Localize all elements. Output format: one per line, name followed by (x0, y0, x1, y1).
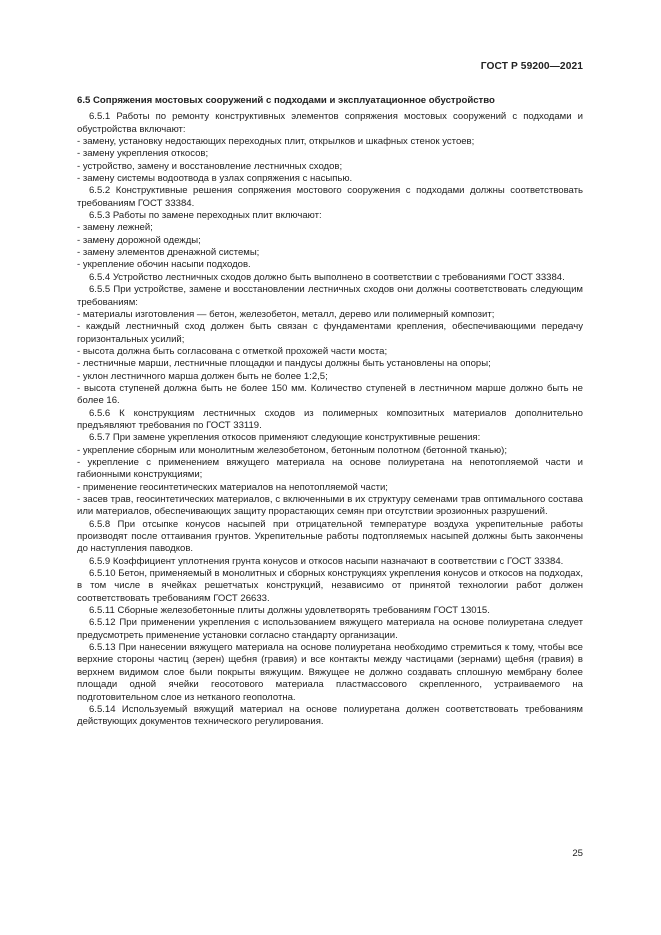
paragraph: 6.5.4 Устройство лестничных сходов должно быть выполнено в соответствии с требованиями ГОСТ 33384. (89, 271, 565, 283)
list-item: - укрепление с применением вяжущего материала на основе полиуретана на непотопляемой части и габионными конструкциями; (77, 456, 583, 481)
paragraph-list (77, 111, 583, 728)
list-item: - материалы изготовления — бетон, железобетон, металл, дерево или полимерный композит; (77, 308, 495, 320)
list-item: - высота должна быть согласована с отметкой прохожей части моста; (77, 345, 388, 357)
list-item: - замену лежней; (77, 222, 153, 234)
paragraph: 6.5.12 При применении укрепления с использованием вяжущего материала на основе полиуретана следует предусмотреть применение установки согласно стандарту организации. (77, 617, 583, 641)
list-item: - замену дорожной одежды; (77, 234, 201, 246)
list-item: - замену, установку недостающих переходных плит, открылков и шкафных стенок устоев; (77, 136, 475, 148)
list-item: - устройство, замену и восстановление лестничных сходов; (77, 160, 343, 172)
paragraph: 6.5.7 При замене укрепления откосов применяют следующие конструктивные решения: (89, 432, 481, 444)
paragraph: 6.5.9 Коэффициент уплотнения грунта конусов и откосов насыпи назначают в соответствии с ГОСТ 33384. (89, 555, 564, 567)
paragraph: 6.5.8 При отсыпке конусов насыпей при отрицательной температуре воздуха укрепительные работы производят после оттаивания грунтов. Укрепительные работы подтопляемых насыпей должны быть закончены до наступления паводков. (77, 518, 583, 555)
document-body (77, 95, 583, 729)
list-item: - замену элементов дренажной системы; (77, 247, 260, 259)
section-heading: 6.5 Сопряжения мостовых сооружений с подходами и эксплуатационное обустройство (77, 95, 495, 106)
list-item: - укрепление обочин насыпи подходов. (77, 259, 251, 271)
paragraph: 6.5.3 Работы по замене переходных плит включают: (89, 210, 322, 222)
list-item: - каждый лестничный сход должен быть связан с фундаментами крепления, обеспечивающими передачу горизонтальных усилий; (77, 321, 583, 345)
paragraph: 6.5.5 При устройстве, замене и восстановлении лестничных сходов они должны соответствовать следующим требованиям: (77, 284, 583, 308)
list-item: - замену системы водоотвода в узлах сопряжения с насыпью. (77, 173, 353, 185)
paragraph: 6.5.1 Работы по ремонту конструктивных элементов сопряжения мостовых сооружений с подходами и обустройства включают: (77, 111, 583, 135)
page-number: 25 (572, 848, 583, 859)
list-item: - замену укрепления откосов; (77, 148, 209, 160)
paragraph: 6.5.6 К конструкциям лестничных сходов из полимерных композитных материалов дополнительно предъявляют требования по ГОСТ 33119. (77, 407, 583, 431)
paragraph: 6.5.11 Сборные железобетонные плиты должны удовлетворять требованиям ГОСТ 13015. (89, 605, 490, 617)
paragraph: 6.5.13 При нанесении вяжущего материала на основе полиуретана необходимо стремиться к тому, чтобы все верхние стороны частиц (зерен) щебня (гравия) и все контакты между частицами (зернами) щебня (гравия) в верхнем видимом слое были покрыты вяжущим. Вяжущее не должно создавать сплошную мембрану более площади одной ячейки геосотового материала пластмассового скрепленного, устраиваемого на подготовительном слое из нетканого геополотна. (77, 642, 583, 703)
document-code: ГОСТ Р 59200—2021 (480, 61, 583, 72)
paragraph: 6.5.10 Бетон, применяемый в монолитных и сборных конструкциях укрепления конусов и откосов на подходах, в том числе в ячейках решетчатых конструкций, независимо от принятой технологии работ должен соответствовать требованиям ГОСТ 26633. (77, 568, 583, 604)
list-item: - высота ступеней должна быть не более 150 мм. Количество ступеней в лестничном марше должно быть не более 16. (77, 382, 583, 407)
list-item: - лестничные марши, лестничные площадки и пандусы должны быть установлены на опоры; (77, 358, 491, 370)
list-item: - применение геосинтетических материалов на непотопляемой части; (77, 481, 388, 493)
list-item: - укрепление сборным или монолитным железобетоном, бетонным полотном (бетонной тканью); (77, 444, 508, 456)
list-item: - засев трав, геосинтетических материалов, с включенными в их структуру семенами трав оптимального состава или материалов, обеспечивающих защиту прорастающих семян при отсутствии эрозионных разрушений. (77, 494, 583, 518)
list-item: - уклон лестничного марша должен быть не более 1:2,5; (77, 370, 328, 382)
paragraph: 6.5.14 Используемый вяжущий материал на основе полиуретана должен соответствовать требованиям действующих документов технического регулирования. (77, 703, 583, 728)
paragraph: 6.5.2 Конструктивные решения сопряжения мостового сооружения с подходами должны соответствовать требованиям ГОСТ 33384. (77, 185, 583, 209)
